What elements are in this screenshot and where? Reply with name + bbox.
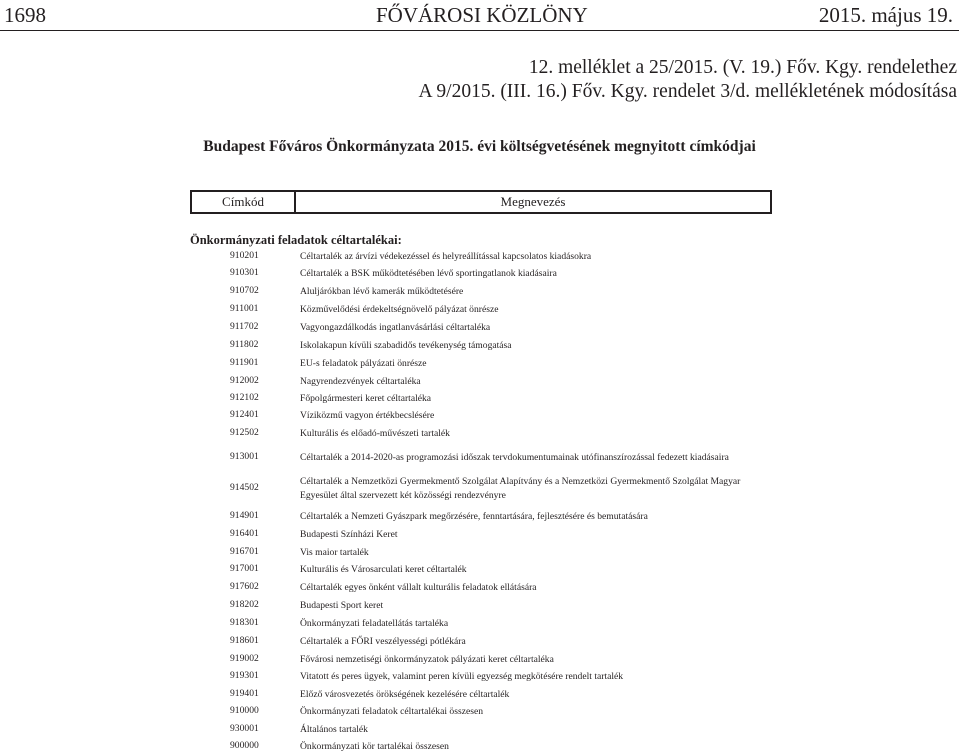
row-name: Kulturális és Városarculati keret céltartalék xyxy=(300,564,467,575)
row-code: 910201 xyxy=(230,250,259,261)
row-code: 916401 xyxy=(230,528,259,539)
row-name: Vis maior tartalék xyxy=(300,547,369,558)
row-code: 913001 xyxy=(230,451,259,462)
header-rule xyxy=(0,30,959,31)
page-header xyxy=(0,0,959,30)
row-code: 910000 xyxy=(230,705,259,716)
row-code: 918202 xyxy=(230,599,259,610)
row-name: Általános tartalék xyxy=(300,724,368,735)
row-name: Aluljárókban lévő kamerák működtetésére xyxy=(300,286,464,297)
row-code: 917001 xyxy=(230,563,259,574)
row-name: Nagyrendezvények céltartaléka xyxy=(300,376,421,387)
row-name: Céltartalék az árvízi védekezéssel és helyreállítással kapcsolatos kiadásokra xyxy=(300,251,592,262)
row-name: Vagyongazdálkodás ingatlanvásárlási céltartaléka xyxy=(300,322,491,333)
row-code: 912502 xyxy=(230,427,259,438)
row-name: Céltartalék egyes önként vállalt kulturális feladatok ellátására xyxy=(300,582,537,593)
row-code: 912002 xyxy=(230,375,259,386)
row-name: Iskolakapun kívüli szabadidős tevékenység támogatása xyxy=(300,340,512,351)
row-code: 911802 xyxy=(230,339,259,350)
row-name: Budapesti Színházi Keret xyxy=(300,529,398,540)
row-code: 911001 xyxy=(230,303,259,314)
row-name: Önkormányzati kör tartalékai összesen xyxy=(300,741,449,752)
row-name: EU-s feladatok pályázati önrésze xyxy=(300,358,427,369)
row-code: 911702 xyxy=(230,321,259,332)
row-code: 919401 xyxy=(230,688,259,699)
row-name: Előző városvezetés örökségének kezelésére céltartalék xyxy=(300,689,510,700)
row-code: 914901 xyxy=(230,510,259,521)
row-code: 916701 xyxy=(230,546,259,557)
journal-title: FŐVÁROSI KÖZLÖNY xyxy=(376,3,588,27)
row-name: Céltartalék a BSK működtetésében lévő sportingatlanok kiadásaira xyxy=(300,268,557,279)
annex-line-2: A 9/2015. (III. 16.) Főv. Kgy. rendelet 3/d. mellékletének módosítása xyxy=(418,81,957,102)
row-code: 912401 xyxy=(230,409,259,420)
row-code: 917602 xyxy=(230,581,259,592)
row-code: 918601 xyxy=(230,635,259,646)
row-name: Céltartalék a 2014-2020-as programozási időszak tervdokumentumainak utófinanszírozással fedezett kiadásaira xyxy=(300,452,729,463)
page-number: 1698 xyxy=(4,3,46,27)
row-code: 914502 xyxy=(230,482,259,493)
column-header-code: Címkód xyxy=(192,192,296,212)
row-name: Kulturális és előadó-művészeti tartalék xyxy=(300,428,450,439)
row-name: Vitatott és peres ügyek, valamint peren kívüli egyezség megkötésére rendelt tartalék xyxy=(300,671,624,682)
row-code: 930001 xyxy=(230,723,259,734)
row-code: 918301 xyxy=(230,617,259,628)
table-header xyxy=(190,190,772,214)
row-code: 919301 xyxy=(230,670,259,681)
row-code: 910301 xyxy=(230,267,259,278)
row-code: 910702 xyxy=(230,285,259,296)
row-code: 900000 xyxy=(230,740,259,751)
row-name: Főpolgármesteri keret céltartaléka xyxy=(300,393,432,404)
annex-line-1: 12. melléklet a 25/2015. (V. 19.) Főv. Kgy. rendelethez xyxy=(528,57,957,78)
row-name: Önkormányzati feladatellátás tartaléka xyxy=(300,618,449,629)
document-title: Budapest Főváros Önkormányzata 2015. évi költségvetésének megnyitott címkódjai xyxy=(203,138,756,155)
row-code: 912102 xyxy=(230,392,259,403)
row-name: Céltartalék a Nemzetközi Gyermekmentő Szolgálat Alapítvány és a Nemzetközi Gyermekmentő Szolgálat Magyar xyxy=(300,476,741,487)
issue-date: 2015. május 19. xyxy=(818,3,953,27)
row-code: 919002 xyxy=(230,653,259,664)
row-name: Fővárosi nemzetiségi önkormányzatok pályázati keret céltartaléka xyxy=(300,654,554,665)
row-name: Közművelődési érdekeltségnövelő pályázat önrésze xyxy=(300,304,499,315)
row-name: Céltartalék a FŐRI veszélyességi pótlékára xyxy=(300,636,466,647)
row-name-continued: Egyesület által szervezett két közösségi rendezvényre xyxy=(300,490,506,501)
row-name: Céltartalék a Nemzeti Gyászpark megőrzésére, fenntartására, fejlesztésére és bemutatására xyxy=(300,511,648,522)
column-header-name: Megnevezés xyxy=(500,194,566,209)
row-name: Budapesti Sport keret xyxy=(300,600,384,611)
row-name: Önkormányzati feladatok céltartalékai összesen xyxy=(300,706,483,717)
row-code: 911901 xyxy=(230,357,259,368)
row-name: Víziközmű vagyon értékbecslésére xyxy=(300,410,435,421)
section-title: Önkormányzati feladatok céltartalékai: xyxy=(190,233,402,247)
